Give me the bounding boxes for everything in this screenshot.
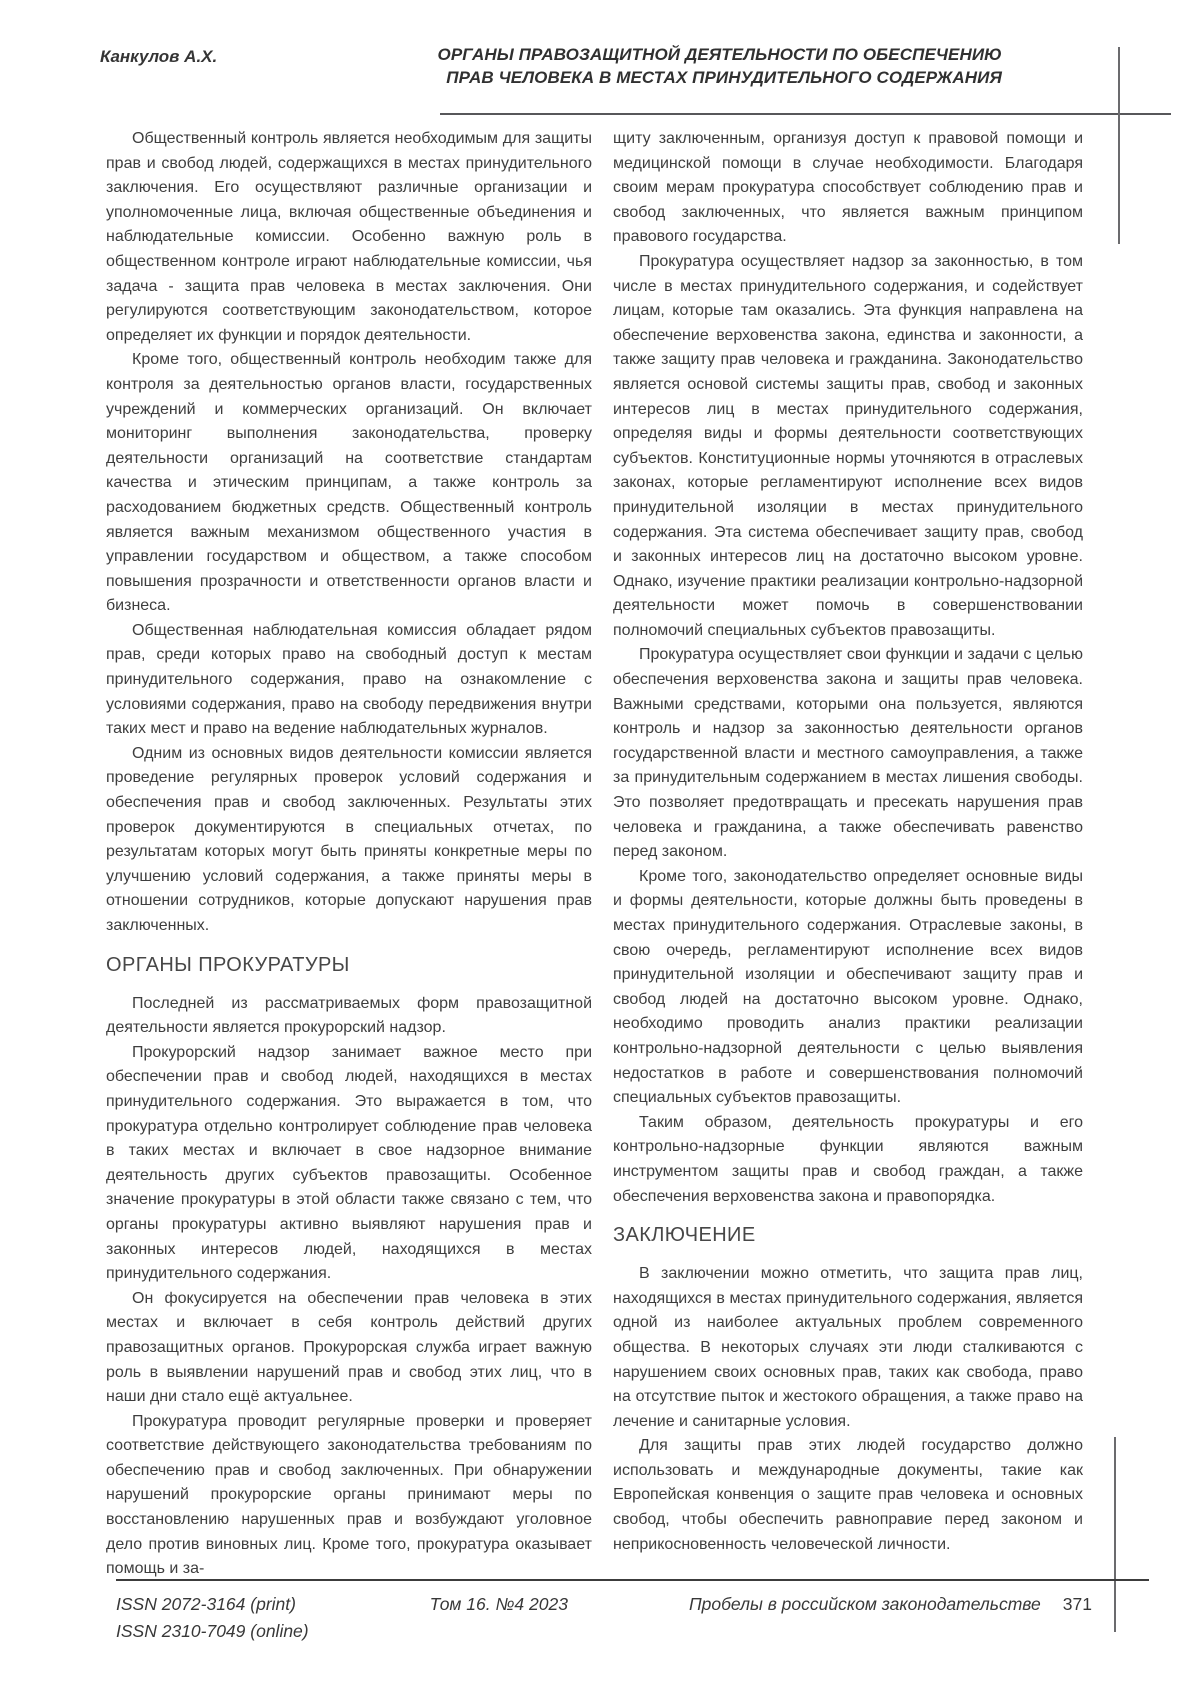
paragraph: Кроме того, законодательство определяет основные виды и формы деятельности, которые должны быть проведены в местах принудительного содержания. Отраслевые законы, в свою очередь, регламентируют исполнение всех видов принудительной изоляции и обеспечивают защиту прав и свобод людей на достаточно высоком уровне. Однако, необходимо проводить анализ практики реализации контрольно-надзорной деятельности с целью выявления недостатков в работе и совершенствования полномочий специальных субъектов правозащиты. [613, 867, 1083, 1107]
paragraph: Общественный контроль является необходимым для защиты прав и свобод людей, содержащихся в местах принудительного заключения. Его осуществляют различные организации и уполномоченные лица, включая общественные объединения и наблюдательные комиссии. Особенно важную роль в общественном контроле играют наблюдательные комиссии, чья задача - защита прав человека в местах заключения. Они регулируются соответствующим законодательством, которое определяет их функции и порядок деятельности. [106, 130, 592, 344]
journal-info [689, 1591, 1092, 1618]
issn-block [116, 1591, 309, 1645]
page-footer [116, 1591, 1092, 1645]
left-column [106, 127, 592, 1578]
header-rule [440, 113, 1171, 115]
section-heading: ОРГАНЫ ПРОКУРАТУРЫ [106, 953, 350, 976]
paragraph: Последней из рассматриваемых форм правозащитной деятельности является прокурорский надзор. [106, 994, 592, 1037]
paragraph: Одним из основных видов деятельности комиссии является проведение регулярных проверок условий содержания и обеспечения прав и свобод заключенных. Результаты этих проверок документируются в специальных отчетах, по результатам которых могут быть приняты конкретные меры по улучшению условий содержания, а также приняты меры в отношении сотрудников, которые допускают нарушения прав заключенных. [106, 744, 592, 934]
paragraph: В заключении можно отметить, что защита прав лиц, находящихся в местах принудительного содержания, является одной из наиболее актуальных проблем современного общества. В некоторых случаях эти люди сталкиваются с нарушением своих основных прав, таких как свобода, право на отсутствие пыток и жестокого обращения, а также право на лечение и санитарные условия. [613, 1265, 1083, 1430]
article-title-line-1: ОРГАНЫ ПРАВОЗАЩИТНОЙ ДЕЯТЕЛЬНОСТИ ПО ОБЕСПЕЧЕНИЮ [437, 45, 1002, 64]
issn-online: ISSN 2310-7049 (online) [116, 1621, 309, 1641]
journal-title: Пробелы в российском законодательстве [688, 1594, 1041, 1614]
margin-change-bar-top [1118, 47, 1120, 244]
paragraph: Прокурорский надзор занимает важное место при обеспечении прав и свобод людей, находящихся в местах принудительного содержания. Это выражается в том, что прокуратура отдельно контролирует соблюдение прав человека в таких местах и включает в свое надзорное внимание деятельность других субъектов правозащиты. Особенное значение прокуратуры в этой области также связано с тем, что органы прокуратуры активно выявляют нарушения прав и законных интересов людей, находящихся в местах принудительного содержания. [106, 1043, 592, 1283]
article-body [106, 127, 1083, 1578]
section-heading: ЗАКЛЮЧЕНИЕ [613, 1224, 756, 1247]
footer-rule [116, 1579, 1149, 1581]
paragraph: Прокуратура осуществляет надзор за законностью, в том числе в местах принудительного содержания, и содействует лицам, которые там оказались. Эта функция направлена на обеспечение верховенства закона, единства и законности, а также защиту прав человека и гражданина. Законодательство является основой системы защиты прав, свобод и законных интересов лиц в местах принудительного содержания, определяя виды и формы деятельности соответствующих субъектов. Конституционные нормы уточняются в отраслевых законах, которые регламентируют исполнение всех видов принудительной изоляции в местах принудительного содержания. Эта система обеспечивает защиту прав, свобод и законных интересов лиц на достаточно высоком уровне. Однако, изучение практики реализации контрольно-надзорной деятельности может помочь в совершенствовании полномочий специальных субъектов правозащиты. [613, 252, 1083, 639]
author-name: Канкулов А.Х. [100, 47, 218, 66]
right-column [613, 127, 1083, 1553]
volume-issue-year: Том 16. №4 2023 [429, 1594, 568, 1614]
margin-change-bar-bottom [1114, 1437, 1116, 1632]
article-title-line-2: ПРАВ ЧЕЛОВЕКА В МЕСТАХ ПРИНУДИТЕЛЬНОГО СОДЕРЖАНИЯ [446, 68, 1002, 87]
paragraph: Прокуратура проводит регулярные проверки и проверяет соответствие действующего законодательства требованиям по обеспечению прав и свобод заключенных. При обнаружении нарушений прокурорские органы принимают меры по восстановлению нарушенных прав и возбуждают уголовное дело против виновных лиц. Кроме того, прокуратура оказывает помощь и за- [106, 1412, 592, 1578]
paragraph: Таким образом, деятельность прокуратуры и его контрольно-надзорные функции являются важным инструментом защиты прав и свобод граждан, а также обеспечения верховенства закона и правопорядка. [613, 1113, 1083, 1205]
issn-print: ISSN 2072-3164 (print) [116, 1594, 296, 1614]
paragraph: Общественная наблюдательная комиссия обладает рядом прав, среди которых право на свободный доступ к местам принудительного содержания, право на ознакомление с условиями содержания, право на свободу передвижения внутри таких мест и право на ведение наблюдательных журналов. [106, 621, 592, 738]
paragraph: Прокуратура осуществляет свои функции и задачи с целью обеспечения верховенства закона и защиты прав человека. Важными средствами, которыми она пользуется, являются контроль и надзор за законностью деятельности органов государственной власти и местного самоуправления, а также за принудительным содержанием в местах лишения свободы. Это позволяет предотвращать и пресекать нарушения прав человека и гражданина, а также обеспечивать равенство перед законом. [613, 646, 1083, 861]
paragraph: щиту заключенным, организуя доступ к правовой помощи и медицинской помощи в случае необходимости. Благодаря своим мерам прокуратура способствует соблюдению прав и свобод заключенных, что является важным принципом правового государства. [613, 130, 1083, 246]
paragraph: Кроме того, общественный контроль необходим также для контроля за деятельностью органов власти, государственных учреждений и коммерческих организаций. Он включает мониторинг выполнения законодательства, проверку деятельности организаций на соответствие стандартам качества и этическим принципам, а также контроль за расходованием бюджетных средств. Общественный контроль является важным механизмом общественного участия в управлении государством и обществом, а также способом повышения прозрачности и ответственности органов власти и бизнеса. [106, 351, 592, 615]
paragraph: Он фокусируется на обеспечении прав человека в этих местах и включает в себя контроль действий других правозащитных органов. Прокурорская служба играет важную роль в выявлении нарушений прав и свобод этих лиц, что в наши дни стало ещё актуальнее. [106, 1289, 592, 1406]
article-title [340, 43, 1002, 89]
page-number: 371 [1062, 1594, 1092, 1614]
paragraph: Для защиты прав этих людей государство должно использовать и международные документы, такие как Европейская конвенция о защите прав человека и основных свобод, чтобы обеспечить равноправие перед законом и неприкосновенность человеческой личности. [613, 1437, 1083, 1553]
